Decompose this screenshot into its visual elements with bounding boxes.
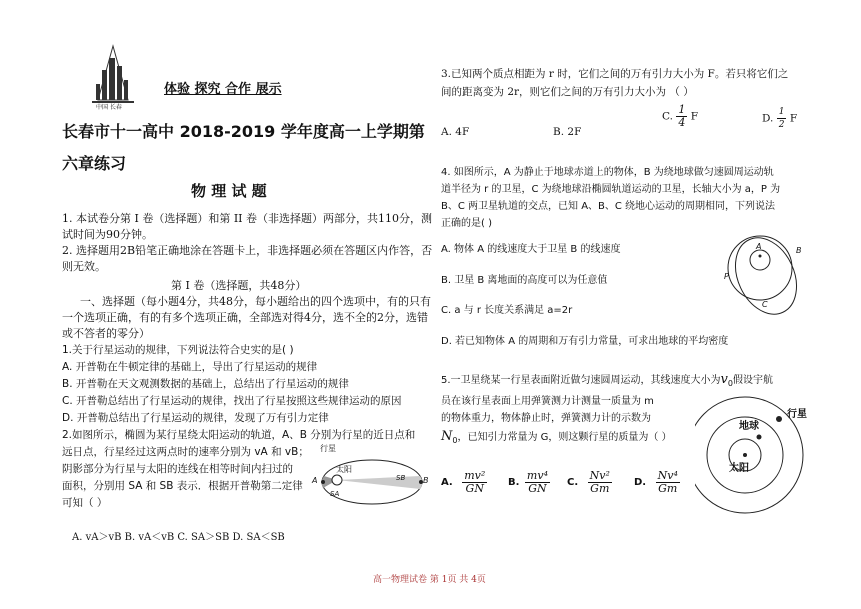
q2-fig-a-label: A xyxy=(312,476,318,485)
q5-a-numerator: mv² xyxy=(464,469,486,482)
school-logo xyxy=(78,40,148,112)
exam-title-line2: 六章练习 xyxy=(62,154,127,173)
motto: 体验 探究 合作 展示 xyxy=(164,82,282,97)
q2-line1: 2.如图所示，椭圆为某行星绕太阳运动的轨道，A、B 分别为行星的近日点和 xyxy=(62,429,416,441)
q3-option-a: A. 4F xyxy=(441,126,470,138)
q2-options: A. vA＞vB B. vA＜vB C. SA＞SB D. SA＜SB xyxy=(72,532,285,543)
subject-title: 物 理 试 题 xyxy=(191,182,267,200)
part1-heading: 第 I 卷（选择题，共48分） xyxy=(171,279,307,292)
q2-fig-sa-label: SA xyxy=(330,490,340,498)
q4-option-a: A. 物体 A 的线速度大于卫星 B 的线速度 xyxy=(441,244,621,255)
q5-c-denominator: Gm xyxy=(590,482,610,495)
instruction-2-line2: 则无效。 xyxy=(62,260,106,273)
q5-b-denominator: GN xyxy=(528,482,547,495)
q1-option-b: B. 开普勒在天文观测数据的基础上，总结出了行星运动的规律 xyxy=(62,378,349,390)
q3-option-d xyxy=(762,106,797,131)
q3-option-c xyxy=(662,104,698,129)
q2-line2: 远日点，行星经过这两点时的速率分别为 vA 和 vB； xyxy=(62,446,309,458)
q5-option-d xyxy=(634,470,680,495)
q4-option-d: D. 若已知物体 A 的周期和万有引力常量，可求出地球的平均密度 xyxy=(441,336,729,347)
part1-intro-line1: 一、选择题（每小题4分，共48分，每小题给出的四个选项中，有的只有 xyxy=(80,295,431,308)
q5-c-label: C. xyxy=(567,477,579,488)
q5-line3: 的物体重力，物体静止时，弹簧测力计的示数为 xyxy=(441,413,651,424)
q5-fig-planet-label: 行星 xyxy=(787,409,807,420)
q4-fig-a-label: A xyxy=(756,242,762,251)
part1-intro-line2: 一个选项正确，有的有多个选项正确，全部选对得4分，选不全的2分，选错 xyxy=(62,311,428,324)
q4-line1: 4. 如图所示，A 为静止于地球赤道上的物体，B 为绕地球做匀速圆周运动轨 xyxy=(441,167,774,178)
q5-a-label: A. xyxy=(441,477,453,488)
q4-fig-p-label: P xyxy=(724,272,729,281)
q3-line1: 3.已知两个质点相距为 r 时，它们之间的万有引力大小为 F。若只将它们之 xyxy=(441,68,789,80)
q3-c-numerator: 1 xyxy=(678,103,686,116)
q5-fig-earth-label: 地球 xyxy=(739,421,759,432)
q5-line1-v: v xyxy=(720,372,728,387)
q4-option-c: C. a 与 r 长度关系满足 a=2r xyxy=(441,305,573,316)
q5-option-a xyxy=(441,470,487,495)
q1-option-d: D. 开普勒总结出了行星运动的规律，发现了万有引力定律 xyxy=(62,412,329,424)
instruction-2-line1: 2. 选择题用2B铅笔正确地涂在答题卡上，非选择题必须在答题区内作答，否 xyxy=(62,244,433,257)
q5-line2: 员在该行星表面上用弹簧测力计测量一质量为 m xyxy=(441,396,654,407)
q1-option-c: C. 开普勒总结出了行星运动的规律，找出了行星按照这些规律运动的原因 xyxy=(62,395,402,407)
q2-line3: 阴影部分为行星与太阳的连线在相等时间内扫过的 xyxy=(62,463,293,475)
page-footer: 高一物理试卷 第 1页 共 4页 xyxy=(373,575,486,585)
instruction-1-line2: 试时间为90分钟。 xyxy=(62,228,153,241)
q3-option-b: B. 2F xyxy=(553,126,582,138)
q3-option-d-label: D. xyxy=(762,112,774,125)
q5-line1-post: 假设宇航 xyxy=(733,375,773,386)
part1-intro-line3: 或不答者的零分） xyxy=(62,327,150,340)
q1-option-a: A. 开普勒在牛顿定律的基础上，导出了行星运动的规律 xyxy=(62,361,318,373)
q4-line4: 正确的是( ) xyxy=(441,218,492,229)
q5-line1-v-sub: 0 xyxy=(727,379,733,388)
q3-line2: 间的距离变为 2r，则它们之间的万有引力大小为 （ ） xyxy=(441,86,694,98)
q5-a-fraction xyxy=(462,470,487,495)
q3-option-d-unit: F xyxy=(789,112,798,125)
q5-line1-pre: 5.一卫星绕某一行星表面附近做匀速圆周运动，其线速度大小为 xyxy=(441,375,721,386)
q5-line4 xyxy=(441,428,672,445)
q2-line5: 可知（ ） xyxy=(62,497,108,509)
q3-option-d-fraction xyxy=(777,106,787,131)
q4-fig-b-label: B xyxy=(796,246,802,255)
q2-orbit-figure xyxy=(310,440,430,510)
q5-line4-post: ，已知引力常量为 G，则这颗行星的质量为（ ） xyxy=(457,432,672,443)
q3-option-c-unit: F xyxy=(690,110,698,123)
q2-fig-sun-label: 太阳 xyxy=(336,465,352,474)
q5-d-label: D. xyxy=(634,477,647,488)
exam-title-line1: 长春市十一高中 2018-2019 学年度高一上学期第 xyxy=(62,122,425,141)
q4-line3: B、C 两卫星轨道的交点，已知 A、B、C 绕地心运动的周期相同，下列说法 xyxy=(441,201,776,212)
q2-fig-sb-label: SB xyxy=(396,474,406,482)
q4-fig-c-label: C xyxy=(762,300,768,309)
instruction-1-line1: 1. 本试卷分第 I 卷（选择题）和第 II 卷（非选择题）两部分，共110分，测 xyxy=(62,212,433,225)
q5-option-b xyxy=(508,470,550,495)
q5-fig-sun-label: 太阳 xyxy=(729,463,749,474)
logo-bottom-text: 中国 长春 xyxy=(96,104,122,111)
q3-d-denominator: 2 xyxy=(778,120,785,130)
q4-orbit-figure xyxy=(722,220,822,320)
q5-option-c xyxy=(567,470,612,495)
q5-c-numerator: Nv² xyxy=(589,469,610,482)
q5-b-numerator: mv⁴ xyxy=(526,469,548,482)
q5-b-label: B. xyxy=(508,477,520,488)
q5-orbit-figure xyxy=(695,385,825,515)
q1-stem: 1.关于行星运动的规律，下列说法符合史实的是( ) xyxy=(62,344,294,356)
q5-d-numerator: Nv⁴ xyxy=(657,469,678,482)
q2-fig-planet-label: 行星 xyxy=(320,444,336,453)
q3-option-c-fraction xyxy=(676,104,687,129)
q5-d-fraction xyxy=(656,470,680,495)
q5-line4-n: N xyxy=(441,429,453,444)
q5-a-denominator: GN xyxy=(465,482,484,495)
q5-b-fraction xyxy=(525,470,550,495)
q2-fig-b-label: B xyxy=(423,476,429,485)
q4-option-b: B. 卫星 B 离地面的高度可以为任意值 xyxy=(441,275,608,286)
q2-line4: 面积，分别用 SA 和 SB 表示．根据开普勒第二定律 xyxy=(62,480,303,492)
q5-c-fraction xyxy=(588,470,612,495)
q3-option-c-label: C. xyxy=(662,110,673,123)
q3-c-denominator: 4 xyxy=(678,116,686,129)
q3-d-numerator: 1 xyxy=(778,107,785,117)
q4-line2: 道半径为 r 的卫星，C 为绕地球沿椭圆轨道运动的卫星，长轴大小为 a，P 为 xyxy=(441,184,781,195)
q5-d-denominator: Gm xyxy=(658,482,678,495)
q5-line4-n-sub: 0 xyxy=(452,436,458,445)
